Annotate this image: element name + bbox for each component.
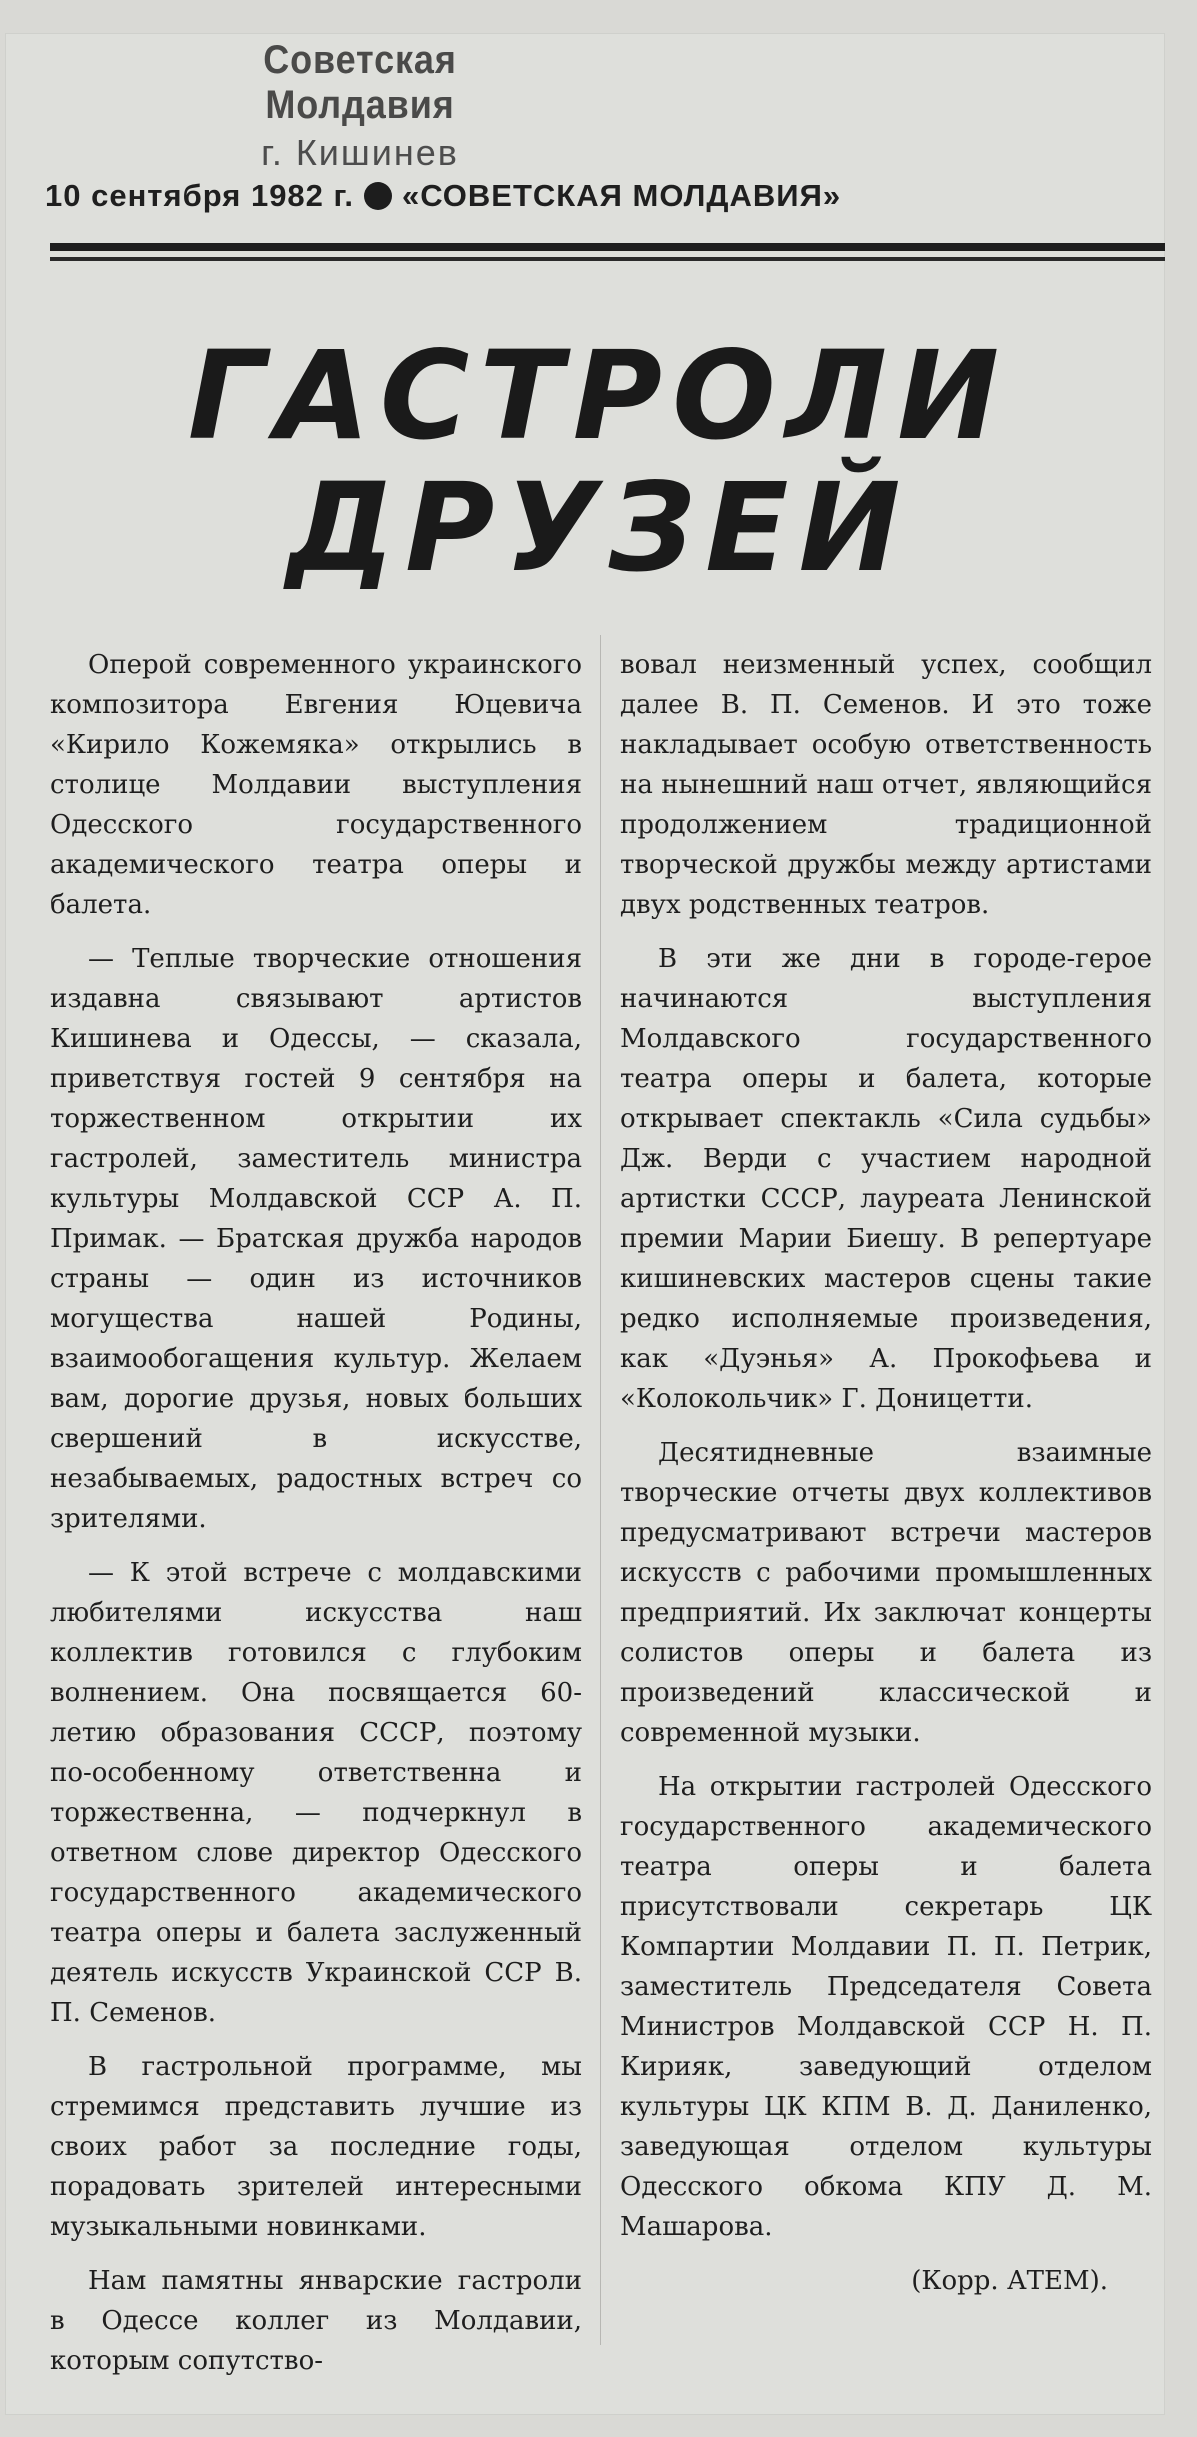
article-paragraph: В эти же дни в городе-герое начинаются выступления Молдавского государственного театра оперы и балета, которые открывает спектакль «Сила судьбы» Дж. Верди с участием народной артистки СССР, лауреата Ленинской премии Марии Биешу. В репертуаре кишиневских мастеров сцены такие редко исполняемые произведения, как «Дуэнья» А. Прокофьева и «Колокольчик» Г. Доницетти. <box>620 944 1152 1414</box>
article-paragraph: — К этой встрече с молдавскими любителями искусства наш коллектив готовился с глубоким волнением. Она посвящается 60-летию образования СССР, поэтому по-особенному ответственна и торжественна, — подчеркнул в ответном слове директор Одесского государственного академического театра оперы и балета заслуженный деятель искусств Украинской ССР В. П. Семенов. <box>50 1558 582 2028</box>
headline-line-2: ДРУЗЕЙ <box>286 457 911 599</box>
article-paragraph: В гастрольной программе, мы стремимся представить лучшие из своих работ за последние годы, порадовать зрителей интересными музыкальными новинками. <box>50 2052 582 2242</box>
correspondent-signature: (Корр. АТЕМ). <box>911 2266 1108 2296</box>
headline-line-1: ГАСТРОЛИ <box>187 325 1010 467</box>
stamp-city: г. Кишинев <box>261 132 459 173</box>
archive-stamp <box>150 38 570 174</box>
article-paragraph: вовал неизменный успех, сообщил далее В. П. Семенов. И это тоже накладывает особую ответственность на нынешний наш отчет, являющийся продолжением традиционной творческой дружбы между артистами двух родственных театров. <box>620 650 1152 920</box>
publication-date: 10 сентября 1982 г. <box>45 178 354 213</box>
headline <box>0 325 1197 599</box>
article-paragraph: На открытии гастролей Одесского государственного академического театра оперы и балета присутствовали секретарь ЦК Компартии Молдавии П. П. Петрик, заместитель Председателя Совета Министров Молдавской ССР Н. П. Кирияк, заведующий отделом культуры ЦК КПМ В. Д. Даниленко, заведующая отделом культуры Одесского обкома КПУ Д. М. Машарова. <box>620 1772 1152 2242</box>
article-column-right <box>620 645 1152 2315</box>
header-rule-thin <box>50 257 1165 261</box>
stamp-newspaper-name: Советская Молдавия <box>263 38 457 127</box>
column-divider <box>600 635 601 2345</box>
publication-name: «СОВЕТСКАЯ МОЛДАВИЯ» <box>401 178 842 213</box>
article-column-left <box>50 645 582 2395</box>
article-paragraph: — Теплые творческие отношения издавна связывают артистов Кишинева и Одессы, — сказала, приветствуя гостей 9 сентября на торжественном открытии их гастролей, заместитель министра культуры Молдавской ССР А. П. Примак. — Братская дружба народов страны — один из источников могущества нашей Родины, взаимообогащения культур. Желаем вам, дорогие друзья, новых больших свершений в искусстве, незабываемых, радостных встреч со зрителями. <box>50 944 582 1534</box>
header-rule-thick <box>50 243 1165 251</box>
article-paragraph: Нам памятны январские гастроли в Одессе коллег из Молдавии, которым сопутство- <box>50 2266 582 2376</box>
dateline <box>45 178 841 214</box>
bullet-dot-icon <box>364 182 392 210</box>
article-paragraph: Оперой современного украинского композитора Евгения Юцевича «Кирило Кожемяка» открылись в столице Молдавии выступления Одесского государственного академического театра оперы и балета. <box>50 650 582 920</box>
article-paragraph: Десятидневные взаимные творческие отчеты двух коллективов предусматривают встречи мастеров искусств с рабочими промышленных предприятий. Их заключат концерты солистов оперы и балета из произведений классической и современной музыки. <box>620 1438 1152 1748</box>
